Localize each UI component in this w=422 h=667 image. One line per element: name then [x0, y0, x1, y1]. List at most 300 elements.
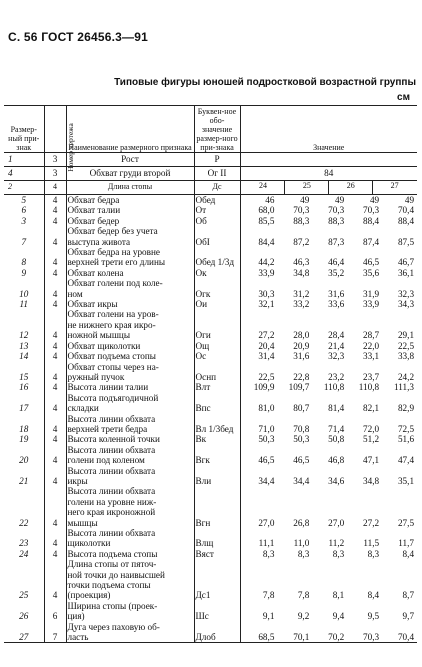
drawing-number: 4	[44, 445, 66, 466]
value-cell: 9,2	[297, 611, 310, 622]
value-cells	[242, 455, 417, 465]
measurement-name-line: Высота линии обхвата	[67, 486, 156, 497]
measurement-name-line: Высота линии обхвата	[67, 465, 156, 476]
value-cell: 27,2	[258, 330, 275, 341]
row-number: 13	[4, 341, 44, 351]
measurement-code: Огк	[194, 278, 240, 299]
row-number: 19	[4, 434, 44, 444]
measurement-name	[66, 247, 194, 268]
measurement-name	[66, 549, 194, 559]
value-cell: 51,2	[363, 434, 380, 445]
table-row	[4, 549, 417, 559]
value-cell: 109,9	[253, 382, 275, 393]
measurement-name	[66, 362, 194, 383]
drawing-number: 4	[44, 414, 66, 435]
value-cell: 23,2	[328, 371, 345, 382]
col-header-size: Размер-ный при-знак	[4, 106, 44, 153]
table-row	[4, 622, 417, 643]
value-cell: 33,9	[363, 299, 380, 310]
measurement-code: Вл 1/3бед	[194, 414, 240, 435]
value-cell: 22,5	[258, 371, 275, 382]
value-cell: 35,2	[328, 267, 345, 278]
value-cell: 70,1	[293, 632, 310, 643]
value-cells	[242, 237, 417, 247]
value-cell: 24,2	[397, 371, 415, 382]
table-row	[4, 299, 417, 309]
value-cell: 46	[265, 195, 275, 205]
measurement-name	[66, 278, 194, 299]
drawing-number: 4	[44, 216, 66, 226]
value-cell: 20,9	[293, 340, 310, 351]
measurement-name-line: щиколотки	[67, 538, 111, 549]
table-row	[4, 434, 417, 444]
value-cell: 9,5	[367, 611, 380, 622]
value-cell: 31,6	[328, 288, 345, 299]
measurement-code: Шс	[194, 601, 240, 622]
measurement-name-line: точки подъема стопы	[67, 580, 151, 591]
value-cell: 49	[335, 195, 345, 205]
table-row	[4, 486, 417, 528]
drawing-number: 4	[44, 247, 66, 268]
value-cell: 32,3	[397, 288, 415, 299]
table-row	[4, 414, 417, 435]
measurement-name-line: ружный пучок	[67, 371, 125, 382]
value-cell: 8,3	[367, 548, 380, 559]
measurement-name-line: Обхват щиколотки	[67, 340, 141, 351]
measurement-name-line: Высота коленной точки	[67, 434, 160, 445]
measurement-name	[66, 341, 194, 351]
table-row	[4, 341, 417, 351]
value-cell: 20,4	[258, 340, 275, 351]
drawing-number: 4	[44, 486, 66, 528]
value-cell: 82,9	[397, 403, 415, 414]
value-cell: 8,7	[402, 590, 415, 601]
value-cell: 33,8	[397, 351, 415, 362]
drawing-number: 4	[44, 434, 66, 444]
value-cells	[242, 330, 417, 340]
value-cell: 46,4	[328, 257, 345, 268]
row-number: 25	[4, 559, 44, 601]
table-row	[4, 268, 417, 278]
measurement-name	[66, 414, 194, 435]
value-cell: 23,7	[363, 371, 380, 382]
value-cell: 87,3	[328, 236, 345, 247]
value-cell: 46,7	[397, 257, 415, 268]
measurement-name	[66, 351, 194, 361]
measurement-code: Ощ	[194, 341, 240, 351]
measurement-name-line: Высота линии обхвата	[67, 444, 156, 455]
table-row	[4, 195, 417, 206]
measurement-name-line: Обхват голени на уров-	[67, 309, 159, 320]
value-cell: 33,9	[258, 267, 275, 278]
value-cell: 70,4	[397, 205, 415, 216]
value-cell: 32,3	[328, 351, 345, 362]
value-cell: 71,4	[328, 423, 345, 434]
value-cell: 46,8	[328, 455, 345, 466]
drawing-number: 4	[44, 341, 66, 351]
drawing-number: 4	[44, 226, 66, 247]
measurement-name-line: Высота линии талии	[67, 382, 149, 393]
measurement-name-line: не нижнего края икро-	[67, 319, 156, 330]
measurement-code: Влщ	[194, 528, 240, 549]
value-cell: 47,1	[363, 455, 380, 466]
value-cell: 71,0	[258, 423, 275, 434]
value-cells	[242, 289, 417, 299]
value-cells	[242, 195, 417, 205]
value-cell: 31,4	[258, 351, 275, 362]
value-cell: 8,4	[402, 548, 415, 559]
value-cell: 70,2	[328, 632, 345, 643]
value-cell: 47,4	[397, 455, 415, 466]
value-cells	[242, 382, 417, 392]
value-cells	[242, 205, 417, 215]
value-cell: 50,3	[293, 434, 310, 445]
value-cell: 49	[300, 195, 310, 205]
row-number: 24	[4, 549, 44, 559]
value-cell: 44,2	[258, 257, 275, 268]
value-cell: 11,1	[258, 538, 275, 549]
row-number: 22	[4, 486, 44, 528]
value-cell: 68,5	[258, 632, 275, 643]
measurement-code: Впс	[194, 393, 240, 414]
measurement-name-line: ция)	[67, 611, 85, 622]
value-cell: 31,6	[293, 351, 310, 362]
col-header-code: Буквен-ное обо-значение размер-ного при-знака	[194, 106, 240, 153]
table-row	[4, 393, 417, 414]
value-cell: 33,1	[363, 351, 380, 362]
value-cell: 88,3	[293, 215, 310, 226]
measurement-code: Вли	[194, 466, 240, 487]
page-header: С. 56 ГОСТ 26456.3—91	[8, 30, 148, 44]
measurement-name-line: Обхват бедра на уровне	[67, 247, 160, 258]
table-row	[4, 466, 417, 487]
value-cell: 8,3	[297, 548, 310, 559]
measurement-name	[66, 486, 194, 528]
row-number: 20	[4, 445, 44, 466]
measurement-name-line: Обхват колена	[67, 267, 124, 278]
value-cell: 7,8	[297, 590, 310, 601]
value-cells	[242, 268, 417, 278]
value-cell: 70,3	[363, 632, 380, 643]
measurement-name	[66, 466, 194, 487]
table-row: 2 4 Длина стопы Дс 24 25 26 27	[4, 181, 417, 195]
value-cell: 70,3	[328, 205, 345, 216]
row-number: 6	[4, 205, 44, 215]
value-cell: 46,5	[258, 455, 275, 466]
measurement-name-line: Обхват стопы через на-	[67, 361, 159, 372]
value-cell: 22,0	[363, 340, 380, 351]
value-cell: 85,5	[258, 215, 275, 226]
table-row	[4, 528, 417, 549]
value-cells	[242, 424, 417, 434]
value-cell: 8,1	[332, 590, 345, 601]
value-cell: 31,2	[293, 288, 310, 299]
value-cell: 110,8	[323, 382, 345, 393]
value-cell: 46,5	[363, 257, 380, 268]
table-row	[4, 559, 417, 601]
drawing-number: 4	[44, 278, 66, 299]
value-cells	[242, 434, 417, 444]
value-cell: 88,3	[328, 215, 345, 226]
drawing-number: 4	[44, 351, 66, 361]
measurement-name-line: Обхват бедра	[67, 195, 120, 205]
measurement-name-line: ном	[67, 288, 83, 299]
value-cell: 9,1	[262, 611, 275, 622]
value-cells	[242, 518, 417, 528]
table-row: 4 3 Обхват груди второй Ог II 84	[4, 167, 417, 181]
measurement-name-line: голени на уровне ниж-	[67, 496, 157, 507]
col-header-drawing: Номер чертежа	[44, 106, 66, 153]
measurement-name-line: ножной мышцы	[67, 330, 131, 341]
measurement-code: Вгн	[194, 486, 240, 528]
drawing-number: 4	[44, 528, 66, 549]
value-cell: 11,7	[398, 538, 415, 549]
value-cell: 33,2	[293, 299, 310, 310]
value-cell: 68,0	[258, 205, 275, 216]
value-cell: 8,3	[332, 548, 345, 559]
value-cell: 81,0	[258, 403, 275, 414]
value-cell: 34,8	[293, 267, 310, 278]
value-cell: 26,8	[293, 517, 310, 528]
measurement-name-line: Обхват талии	[67, 205, 121, 216]
measurement-name-line: Ширина стопы (проек-	[67, 600, 158, 611]
measurement-name	[66, 559, 194, 601]
row-number: 26	[4, 601, 44, 622]
col-header-value: Значение	[240, 106, 417, 153]
value-cells	[242, 403, 417, 413]
measurement-name-line: ной точки до наивысшей	[67, 569, 165, 580]
row-number: 12	[4, 309, 44, 340]
value-cell: 36,1	[397, 267, 415, 278]
table-row	[4, 445, 417, 466]
measurement-name-line: Высота подъягодичной	[67, 392, 159, 403]
measurement-name	[66, 393, 194, 414]
value-cell: 28,0	[293, 330, 310, 341]
drawing-number: 4	[44, 362, 66, 383]
value-cell: 8,3	[262, 548, 275, 559]
value-cell: 49	[404, 195, 415, 205]
value-cell: 27,0	[258, 517, 275, 528]
measurement-name-line: голени под коленом	[67, 455, 145, 466]
table-row	[4, 351, 417, 361]
value-cell: 35,6	[363, 267, 380, 278]
value-cell: 111,3	[394, 382, 415, 393]
measurement-code: Вк	[194, 434, 240, 444]
measurement-name	[66, 528, 194, 549]
row-number: 17	[4, 393, 44, 414]
measurement-name-line: верхней трети бедра	[67, 423, 148, 434]
value-cell: 30,3	[258, 288, 275, 299]
value-cell: 34,8	[363, 475, 380, 486]
measurement-name-line: верхней трети его длины	[67, 257, 166, 268]
table-row	[4, 309, 417, 340]
table-row	[4, 362, 417, 383]
value-cell: 29,1	[397, 330, 415, 341]
value-cell: 87,5	[397, 236, 415, 247]
measurement-code: Ок	[194, 268, 240, 278]
measurement-code: Об	[194, 216, 240, 226]
table-row	[4, 226, 417, 247]
drawing-number: 4	[44, 195, 66, 206]
value-cell: 22,8	[293, 371, 310, 382]
measurement-name	[66, 268, 194, 278]
drawing-number: 7	[44, 622, 66, 643]
value-cell: 34,4	[293, 475, 310, 486]
measurement-name	[66, 434, 194, 444]
value-cells	[242, 257, 417, 267]
value-cells	[242, 372, 417, 382]
value-cells	[242, 611, 417, 621]
measurements-table	[4, 105, 417, 643]
size-header-cells: 24 25 26 27	[242, 181, 417, 194]
measurement-name	[66, 226, 194, 247]
measurement-name	[66, 299, 194, 309]
value-cell: 70,4	[397, 632, 415, 643]
measurement-code: Дс1	[194, 559, 240, 601]
measurement-name-line: (проекция)	[67, 590, 111, 601]
value-cell: 32,1	[258, 299, 275, 310]
value-cell: 35,1	[397, 475, 415, 486]
value-cell: 46,3	[293, 257, 310, 268]
value-cells	[242, 632, 417, 642]
value-cell: 34,3	[397, 299, 415, 310]
table-row: 1 3 Рост Р	[4, 153, 417, 167]
drawing-number: 4	[44, 299, 66, 309]
value-cell: 70,3	[293, 205, 310, 216]
drawing-number: 4	[44, 205, 66, 215]
drawing-number: 4	[44, 549, 66, 559]
measurement-code: Длоб	[194, 622, 240, 643]
value-cell: 87,2	[293, 236, 310, 247]
value-cell: 11,0	[293, 538, 310, 549]
value-cell: 88,4	[397, 215, 415, 226]
value-cells	[242, 590, 417, 600]
table-row	[4, 601, 417, 622]
measurement-name-line: Высота линии обхвата	[67, 528, 156, 538]
row-number: 18	[4, 414, 44, 435]
drawing-number: 4	[44, 393, 66, 414]
value-cell: 27,5	[397, 517, 415, 528]
measurement-name-line: него края икроножной	[67, 507, 156, 518]
measurement-code: Вяст	[194, 549, 240, 559]
row-number: 23	[4, 528, 44, 549]
table-row	[4, 216, 417, 226]
row-number: 21	[4, 466, 44, 487]
value-cell: 70,8	[293, 423, 310, 434]
value-cell: 33,6	[328, 299, 345, 310]
measurement-name-line: Обхват икры	[67, 299, 118, 310]
value-cell: 34,6	[328, 475, 345, 486]
value-cell: 28,4	[328, 330, 345, 341]
measurement-name-line: Обхват бедер	[67, 215, 120, 226]
value-cell: 50,8	[328, 434, 345, 445]
value-cell: 50,3	[258, 434, 275, 445]
measurement-name	[66, 205, 194, 215]
measurement-name-line: Обхват бедер без учета	[67, 226, 158, 237]
row-number: 8	[4, 247, 44, 268]
measurement-code: Ос	[194, 351, 240, 361]
value-cell: 31,9	[363, 288, 380, 299]
row-number: 5	[4, 195, 44, 206]
drawing-number: 6	[44, 601, 66, 622]
table-row	[4, 247, 417, 268]
row-number: 9	[4, 268, 44, 278]
measurement-code: Оснп	[194, 362, 240, 383]
value-cell: 27,2	[363, 517, 380, 528]
measurement-name	[66, 195, 194, 206]
measurement-name	[66, 309, 194, 340]
table-row	[4, 382, 417, 392]
row-number: 14	[4, 351, 44, 361]
row-number: 15	[4, 362, 44, 383]
unit-label: см	[397, 92, 410, 103]
measurement-name-line: Дуга через паховую об-	[67, 621, 160, 632]
measurement-name-line: ласть	[67, 632, 89, 643]
value-cell: 46,5	[293, 455, 310, 466]
value-cell: 28,7	[363, 330, 380, 341]
table-row	[4, 205, 417, 215]
measurement-code: ОбI	[194, 226, 240, 247]
value-cell: 81,4	[328, 403, 345, 414]
value-cell: 8,4	[367, 590, 380, 601]
measurement-name	[66, 445, 194, 466]
value-cell: 72,0	[363, 423, 380, 434]
measurement-name	[66, 601, 194, 622]
drawing-number: 4	[44, 382, 66, 392]
measurement-code: Ои	[194, 299, 240, 309]
measurement-name-line: Высота линии обхвата	[67, 413, 156, 424]
row-number: 10	[4, 278, 44, 299]
value-cells	[242, 549, 417, 559]
value-cell: 11,5	[363, 538, 380, 549]
measurement-name	[66, 382, 194, 392]
value-cell: 70,3	[363, 205, 380, 216]
measurement-name-line: Длина стопы от пяточ-	[67, 559, 157, 570]
row-number: 16	[4, 382, 44, 392]
measurement-name-line: икры	[67, 475, 88, 486]
value-cell: 9,4	[332, 611, 345, 622]
measurement-name	[66, 216, 194, 226]
measurement-name-line: Обхват подъема стопы	[67, 351, 156, 362]
measurement-name-line: Обхват голени под коле-	[67, 278, 163, 289]
row-number: 3	[4, 216, 44, 226]
table-row	[4, 278, 417, 299]
measurement-code: Вгк	[194, 445, 240, 466]
value-cell: 11,2	[328, 538, 345, 549]
row-number: 11	[4, 299, 44, 309]
measurement-name-line: Высота подъема стопы	[67, 548, 158, 559]
row-number: 27	[4, 622, 44, 643]
drawing-number: 4	[44, 309, 66, 340]
value-cell: 49	[369, 195, 380, 205]
measurement-code: Влт	[194, 382, 240, 392]
value-cells	[242, 341, 417, 351]
table-title: Типовые фигуры юношей подростковой возрастной группы	[114, 77, 416, 88]
value-cell: 84,4	[258, 236, 275, 247]
drawing-number: 4	[44, 466, 66, 487]
measurement-code: Обед 1/3д	[194, 247, 240, 268]
value-cells	[242, 538, 417, 548]
value-cells	[242, 351, 417, 361]
value-cells	[242, 216, 417, 226]
value-cell: 21,4	[328, 340, 345, 351]
measurement-name-line: складки	[67, 403, 99, 414]
value-cell: 22,5	[397, 340, 415, 351]
measurement-code: Оги	[194, 309, 240, 340]
value-cell: 72,5	[397, 423, 415, 434]
value-cell: 51,6	[397, 434, 415, 445]
value-cell: 110,8	[358, 382, 380, 393]
